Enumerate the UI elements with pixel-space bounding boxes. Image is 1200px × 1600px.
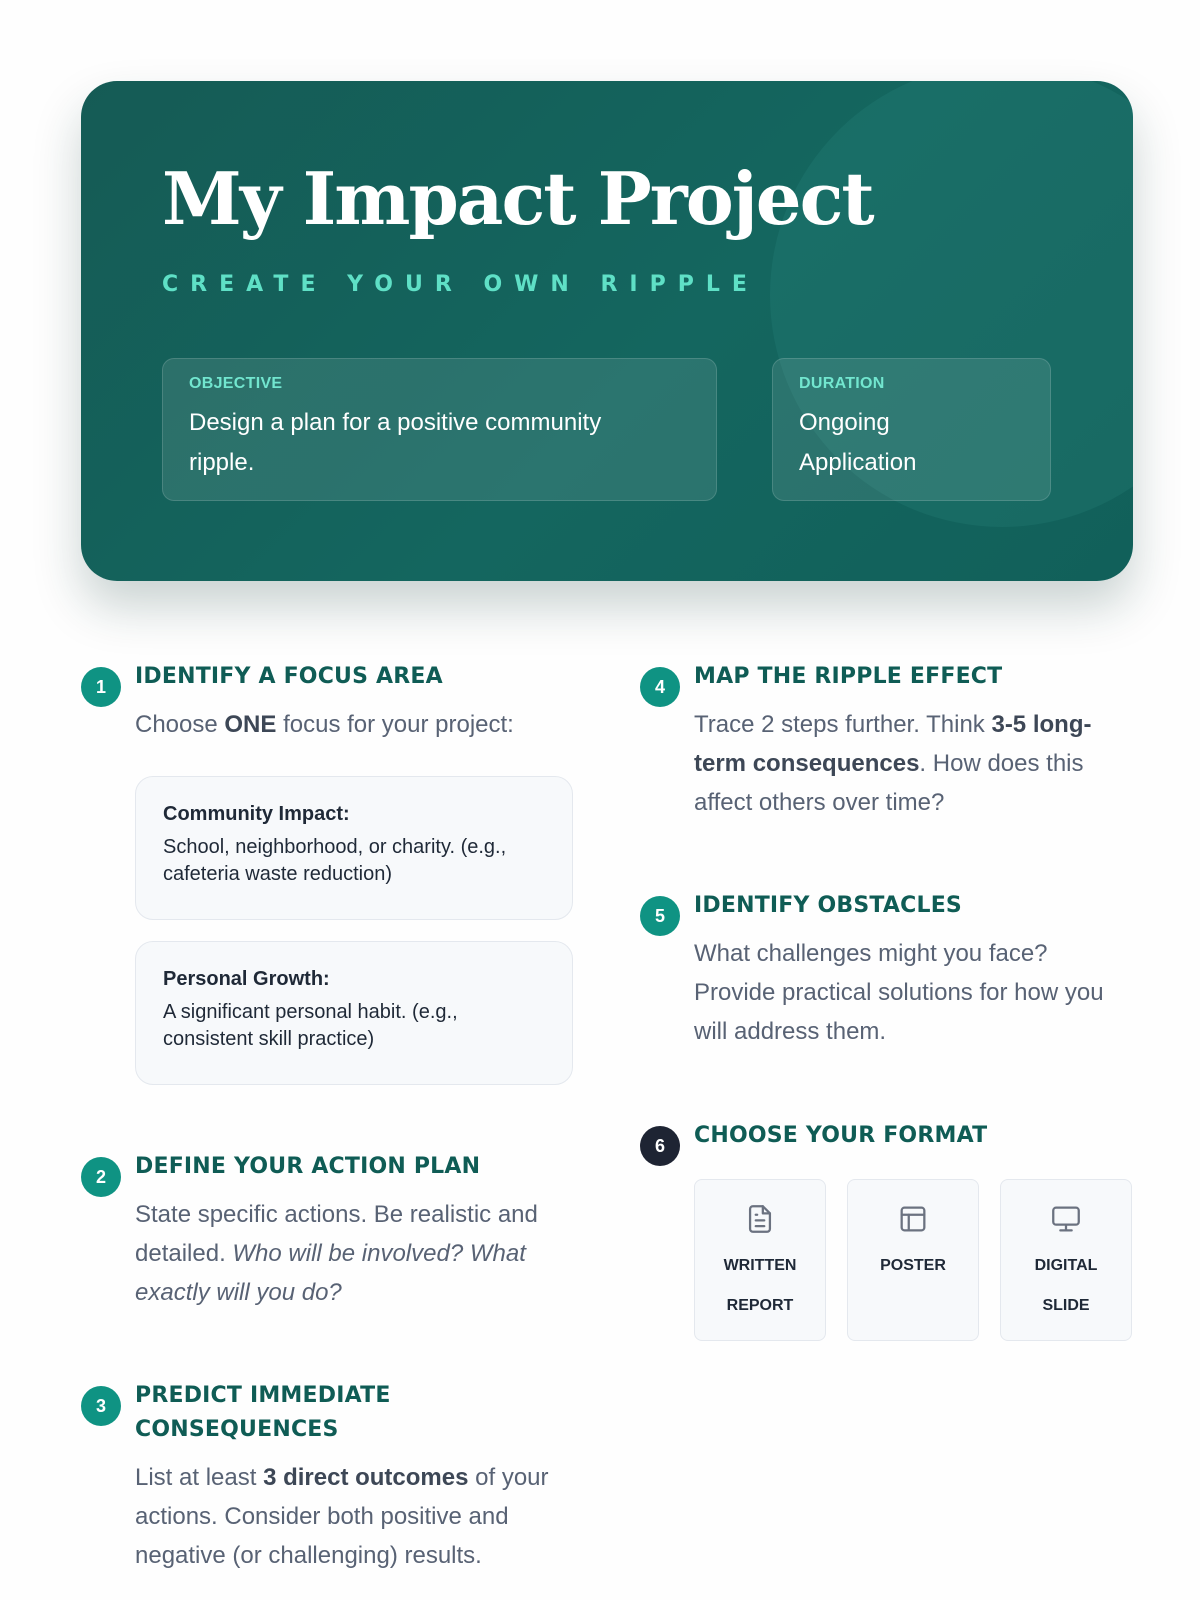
duration-card	[772, 358, 1051, 501]
option-card-community-impact[interactable]	[135, 776, 573, 920]
document-icon	[743, 1202, 777, 1236]
format-label: DIGITAL SLIDE	[1034, 1257, 1098, 1314]
layout-icon	[896, 1202, 930, 1236]
option-description: School, neighborhood, or charity. (e.g., cafeteria waste reduction)	[163, 836, 507, 885]
step-title: DEFINE YOUR ACTION PLAN	[135, 1154, 481, 1179]
step-number-badge: 5	[640, 896, 680, 936]
step-title: PREDICT IMMEDIATE CONSEQUENCES	[135, 1383, 391, 1442]
objective-label: OBJECTIVE	[189, 375, 283, 392]
option-title: Community Impact:	[163, 803, 350, 825]
step-number-badge: 4	[640, 667, 680, 707]
objective-card	[162, 358, 717, 501]
format-label: WRITTEN REPORT	[723, 1257, 797, 1314]
step-number-badge: 6	[640, 1126, 680, 1166]
format-option-poster[interactable]	[847, 1179, 979, 1341]
step-number-badge: 1	[81, 667, 121, 707]
step-title: IDENTIFY A FOCUS AREA	[135, 664, 443, 689]
step-description: Trace 2 steps further. Think 3-5 long-term consequences. How does this affect others over time?	[694, 711, 1092, 816]
step-title: MAP THE RIPPLE EFFECT	[694, 664, 1003, 689]
page-title: My Impact Project	[162, 156, 873, 241]
step-description: List at least 3 direct outcomes of your actions. Consider both positive and negative (or challenging) results.	[135, 1464, 549, 1569]
step-title: CHOOSE YOUR FORMAT	[694, 1123, 988, 1148]
option-title: Personal Growth:	[163, 968, 330, 990]
page-subtitle: CREATE YOUR OWN RIPPLE	[162, 272, 759, 297]
format-option-written-report[interactable]	[694, 1179, 826, 1341]
step-description: State specific actions. Be realistic and detailed. Who will be involved? What exactly will you do?	[135, 1201, 538, 1306]
duration-label: DURATION	[799, 375, 885, 392]
objective-value: Design a plan for a positive community ripple.	[189, 409, 602, 476]
monitor-icon	[1049, 1202, 1083, 1236]
hero-banner	[81, 81, 1133, 581]
step-number-badge: 3	[81, 1386, 121, 1426]
option-description: A significant personal habit. (e.g., consistent skill practice)	[163, 1001, 458, 1050]
option-card-personal-growth[interactable]	[135, 941, 573, 1085]
step-title: IDENTIFY OBSTACLES	[694, 893, 962, 918]
step-number-badge: 2	[81, 1157, 121, 1197]
duration-value: Ongoing Application	[799, 409, 917, 476]
format-option-digital-slide[interactable]	[1000, 1179, 1132, 1341]
step-description: Choose ONE focus for your project:	[135, 711, 514, 738]
format-label: POSTER	[880, 1257, 946, 1274]
step-description: What challenges might you face? Provide practical solutions for how you will address them.	[694, 940, 1104, 1045]
